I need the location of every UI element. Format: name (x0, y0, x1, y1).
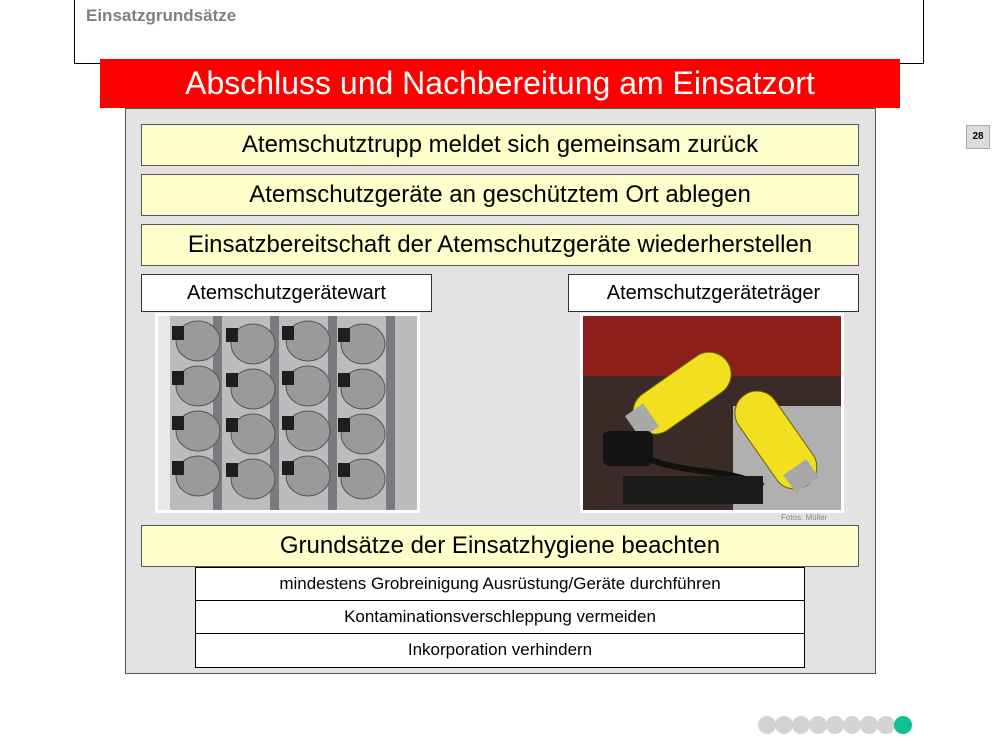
photo-cylinder-rack (155, 313, 420, 513)
role-equipment-technician: Atemschutzgerätewart (141, 274, 432, 312)
page-number: 28 (966, 125, 990, 149)
progress-dot (826, 716, 844, 734)
progress-dot-current (894, 716, 912, 734)
photo-credit: Fotos: Müller (781, 513, 828, 522)
step-restore-readiness: Einsatzbereitschaft der Atemschutzgeräte wiederherstellen (141, 224, 859, 266)
hygiene-item-incorporation: Inkorporation verhindern (407, 640, 593, 659)
hygiene-item-cleaning: mindestens Grobreinigung Ausrüstung/Geräte durchführen (196, 568, 804, 601)
slide-title: Abschluss und Nachbereitung am Einsatzort (100, 59, 900, 108)
hygiene-item-contamination: Kontaminationsverschleppung vermeiden (196, 601, 804, 634)
progress-dot (843, 716, 861, 734)
progress-dot (792, 716, 810, 734)
progress-dot (775, 716, 793, 734)
breathing-apparatus-illustration (583, 316, 841, 510)
hygiene-heading: Grundsätze der Einsatzhygiene beachten (141, 525, 859, 567)
hygiene-list (195, 567, 805, 668)
progress-dots (758, 716, 911, 734)
progress-dot (809, 716, 827, 734)
header-title: Einsatzgrundsätze (86, 6, 237, 25)
photo-breathing-apparatus (580, 313, 844, 513)
cylinder-rack-illustration (158, 316, 417, 510)
step-return-report: Atemschutztrupp meldet sich gemeinsam zurück (141, 124, 859, 166)
role-equipment-wearer: Atemschutzgeräteträger (568, 274, 859, 312)
step-store-equipment: Atemschutzgeräte an geschütztem Ort ablegen (141, 174, 859, 216)
progress-dot (860, 716, 878, 734)
progress-dot (758, 716, 776, 734)
progress-dot (877, 716, 895, 734)
header-box (74, 0, 924, 64)
